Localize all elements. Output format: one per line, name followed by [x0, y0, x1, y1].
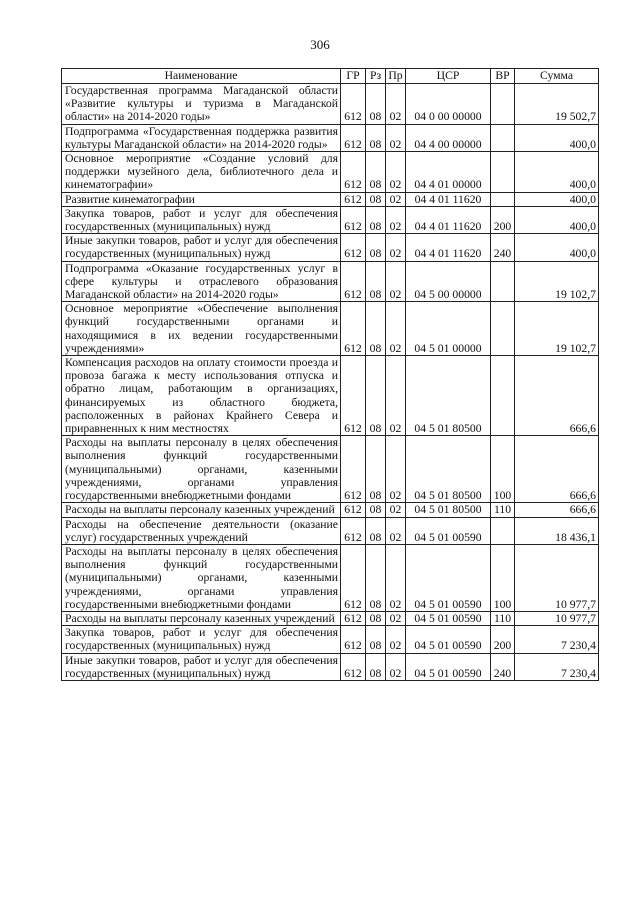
table-row	[62, 653, 599, 680]
cell-sum: 10 977,7	[515, 544, 599, 611]
cell-name: Иные закупки товаров, работ и услуг для обеспечения государственных (муниципальных) нужд	[62, 234, 341, 261]
cell-pr: 02	[386, 653, 406, 680]
cell-pr: 02	[386, 436, 406, 503]
cell-vr: 200	[491, 206, 515, 233]
cell-name: Подпрограмма «Оказание государственных услуг в сфере культуры и отраслевого образования Магаданской области» на 2014-2020 годы»	[62, 261, 341, 302]
cell-csr: 04 5 01 00590	[406, 611, 491, 625]
table-row	[62, 503, 599, 517]
cell-sum: 400,0	[515, 206, 599, 233]
cell-gr: 612	[341, 152, 366, 193]
cell-csr: 04 5 01 80500	[406, 356, 491, 436]
table-row	[62, 517, 599, 544]
cell-name: Компенсация расходов на оплату стоимости проезда и провоза багажа к месту использования отпуска и обратно лицам, работающим в организациях, финансируемых из областного бюджета, расположенных в районах Крайнего Севера и приравненных к ним местностях	[62, 356, 341, 436]
cell-csr: 04 5 01 80500	[406, 436, 491, 503]
cell-rz: 08	[366, 653, 386, 680]
header-sum: Сумма	[515, 69, 599, 84]
cell-gr: 612	[341, 302, 366, 356]
cell-csr: 04 4 01 11620	[406, 192, 491, 206]
cell-vr: 200	[491, 626, 515, 653]
cell-sum: 18 436,1	[515, 517, 599, 544]
cell-gr: 612	[341, 124, 366, 151]
cell-sum: 10 977,7	[515, 611, 599, 625]
cell-vr	[491, 192, 515, 206]
cell-gr: 612	[341, 356, 366, 436]
cell-csr: 04 5 01 00590	[406, 653, 491, 680]
table-row	[62, 124, 599, 151]
cell-gr: 612	[341, 234, 366, 261]
cell-rz: 08	[366, 356, 386, 436]
cell-pr: 02	[386, 234, 406, 261]
cell-rz: 08	[366, 234, 386, 261]
cell-rz: 08	[366, 436, 386, 503]
cell-pr: 02	[386, 84, 406, 125]
cell-rz: 08	[366, 503, 386, 517]
cell-csr: 04 5 01 00590	[406, 517, 491, 544]
cell-rz: 08	[366, 626, 386, 653]
cell-sum: 7 230,4	[515, 626, 599, 653]
cell-vr: 100	[491, 544, 515, 611]
header-vr: ВР	[491, 69, 515, 84]
cell-vr: 240	[491, 234, 515, 261]
cell-sum: 7 230,4	[515, 653, 599, 680]
cell-name: Расходы на выплаты персоналу в целях обеспечения выполнения функций государственными (муниципальными) органами, казенными учреждениями, органами управления государственными внебюджетными фондами	[62, 544, 341, 611]
cell-pr: 02	[386, 503, 406, 517]
table-row	[62, 234, 599, 261]
cell-sum: 19 102,7	[515, 261, 599, 302]
cell-rz: 08	[366, 544, 386, 611]
cell-gr: 612	[341, 544, 366, 611]
cell-gr: 612	[341, 84, 366, 125]
cell-name: Закупка товаров, работ и услуг для обеспечения государственных (муниципальных) нужд	[62, 626, 341, 653]
cell-pr: 02	[386, 544, 406, 611]
table-row	[62, 611, 599, 625]
cell-gr: 612	[341, 626, 366, 653]
table-row	[62, 206, 599, 233]
cell-name: Основное мероприятие «Обеспечение выполнения функций государственными органами и находящимися в их ведении государственными учреждениями»	[62, 302, 341, 356]
cell-sum: 19 102,7	[515, 302, 599, 356]
cell-pr: 02	[386, 626, 406, 653]
cell-vr: 100	[491, 436, 515, 503]
cell-csr: 04 5 01 00590	[406, 544, 491, 611]
cell-csr: 04 4 01 00000	[406, 152, 491, 193]
cell-name: Расходы на обеспечение деятельности (оказание услуг) государственных учреждений	[62, 517, 341, 544]
cell-csr: 04 5 01 00000	[406, 302, 491, 356]
header-pr: Пр	[386, 69, 406, 84]
cell-name: Иные закупки товаров, работ и услуг для обеспечения государственных (муниципальных) нужд	[62, 653, 341, 680]
cell-pr: 02	[386, 261, 406, 302]
header-name: Наименование	[62, 69, 341, 84]
cell-name: Расходы на выплаты персоналу в целях обеспечения выполнения функций государственными (муниципальными) органами, казенными учреждениями, органами управления государственными внебюджетными фондами	[62, 436, 341, 503]
table-header-row	[62, 69, 599, 84]
cell-vr	[491, 356, 515, 436]
cell-pr: 02	[386, 206, 406, 233]
header-rz: Рз	[366, 69, 386, 84]
cell-pr: 02	[386, 356, 406, 436]
cell-vr	[491, 124, 515, 151]
cell-pr: 02	[386, 517, 406, 544]
table-body	[62, 84, 599, 681]
cell-name: Расходы на выплаты персоналу казенных учреждений	[62, 503, 341, 517]
cell-pr: 02	[386, 611, 406, 625]
cell-gr: 612	[341, 261, 366, 302]
cell-pr: 02	[386, 152, 406, 193]
cell-pr: 02	[386, 192, 406, 206]
header-gr: ГР	[341, 69, 366, 84]
cell-gr: 612	[341, 436, 366, 503]
cell-vr	[491, 261, 515, 302]
cell-gr: 612	[341, 517, 366, 544]
cell-sum: 400,0	[515, 192, 599, 206]
cell-rz: 08	[366, 192, 386, 206]
cell-pr: 02	[386, 124, 406, 151]
table-row	[62, 436, 599, 503]
cell-gr: 612	[341, 653, 366, 680]
cell-gr: 612	[341, 206, 366, 233]
cell-rz: 08	[366, 517, 386, 544]
cell-rz: 08	[366, 124, 386, 151]
page-number: 306	[310, 37, 330, 52]
table-row	[62, 302, 599, 356]
cell-rz: 08	[366, 84, 386, 125]
cell-sum: 666,6	[515, 503, 599, 517]
cell-csr: 04 4 01 11620	[406, 206, 491, 233]
cell-rz: 08	[366, 206, 386, 233]
cell-vr	[491, 84, 515, 125]
budget-table	[61, 68, 599, 681]
cell-vr: 240	[491, 653, 515, 680]
cell-csr: 04 5 01 80500	[406, 503, 491, 517]
cell-sum: 400,0	[515, 234, 599, 261]
cell-sum: 666,6	[515, 436, 599, 503]
cell-name: Развитие кинематографии	[62, 192, 341, 206]
cell-sum: 400,0	[515, 152, 599, 193]
cell-sum: 666,6	[515, 356, 599, 436]
table-row	[62, 152, 599, 193]
cell-vr	[491, 152, 515, 193]
cell-pr: 02	[386, 302, 406, 356]
cell-csr: 04 4 00 00000	[406, 124, 491, 151]
cell-name: Основное мероприятие «Создание условий для поддержки музейного дела, библиотечного дела и кинематографии»	[62, 152, 341, 193]
cell-csr: 04 0 00 00000	[406, 84, 491, 125]
table-row	[62, 544, 599, 611]
cell-name: Расходы на выплаты персоналу казенных учреждений	[62, 611, 341, 625]
cell-rz: 08	[366, 152, 386, 193]
table-row	[62, 626, 599, 653]
cell-gr: 612	[341, 192, 366, 206]
cell-vr: 110	[491, 611, 515, 625]
cell-gr: 612	[341, 503, 366, 517]
cell-name: Подпрограмма «Государственная поддержка развития культуры Магаданской области» на 2014-2020 годы»	[62, 124, 341, 151]
header-csr: ЦСР	[406, 69, 491, 84]
table-row	[62, 84, 599, 125]
cell-csr: 04 5 00 00000	[406, 261, 491, 302]
table-row	[62, 261, 599, 302]
cell-vr: 110	[491, 503, 515, 517]
cell-csr: 04 4 01 11620	[406, 234, 491, 261]
cell-vr	[491, 302, 515, 356]
cell-name: Государственная программа Магаданской области «Развитие культуры и туризма в Магаданской области» на 2014-2020 годы»	[62, 84, 341, 125]
cell-vr	[491, 517, 515, 544]
cell-rz: 08	[366, 302, 386, 356]
cell-gr: 612	[341, 611, 366, 625]
cell-rz: 08	[366, 261, 386, 302]
cell-sum: 19 502,7	[515, 84, 599, 125]
table-row	[62, 192, 599, 206]
table-row	[62, 356, 599, 436]
cell-sum: 400,0	[515, 124, 599, 151]
cell-csr: 04 5 01 00590	[406, 626, 491, 653]
cell-rz: 08	[366, 611, 386, 625]
cell-name: Закупка товаров, работ и услуг для обеспечения государственных (муниципальных) нужд	[62, 206, 341, 233]
